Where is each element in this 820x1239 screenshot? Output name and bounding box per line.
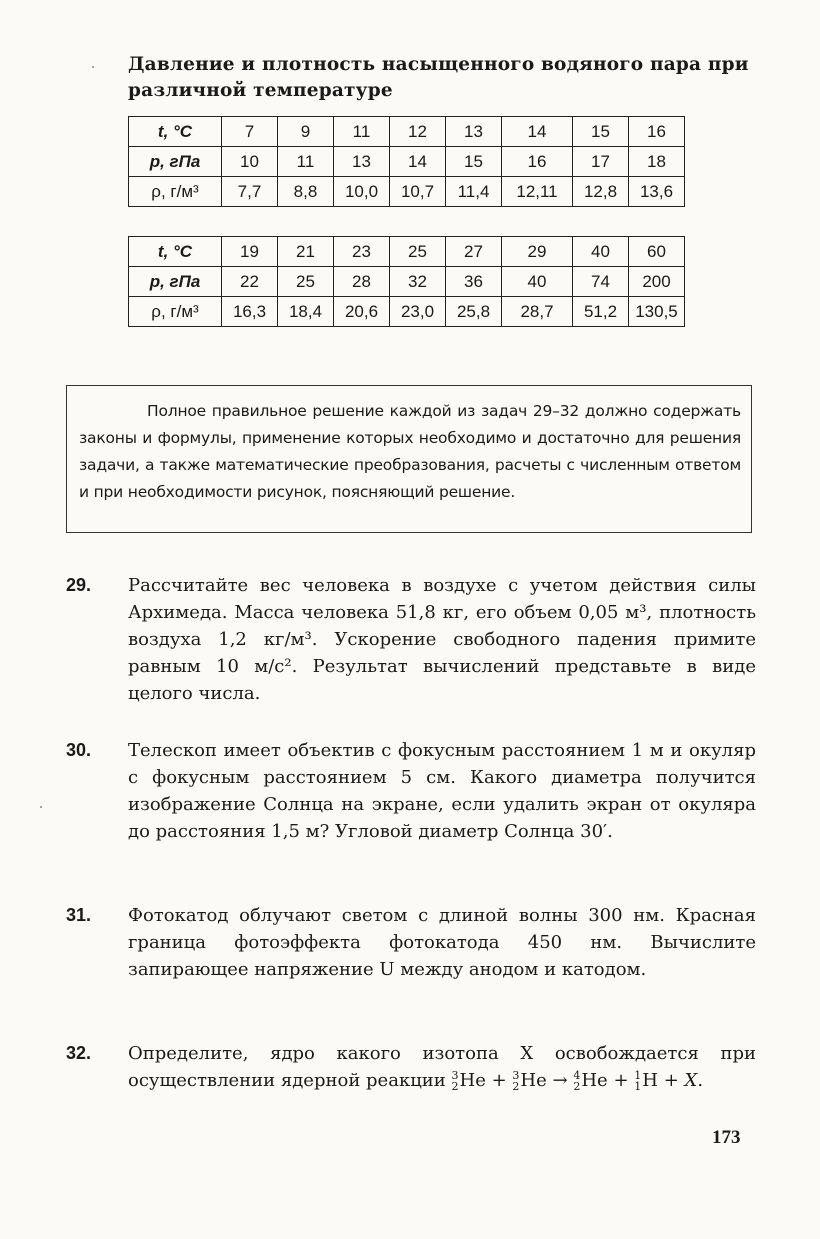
cell: 12	[390, 117, 446, 147]
problem-text	[128, 1040, 756, 1094]
cell: 10,0	[334, 177, 390, 207]
cell: 20,6	[334, 297, 390, 327]
problem-number: 32.	[66, 1043, 92, 1063]
cell: 11	[334, 117, 390, 147]
scan-speck	[92, 66, 94, 68]
cell: 16	[629, 117, 685, 147]
cell: 7	[222, 117, 278, 147]
problem-number: 30.	[66, 740, 92, 760]
cell: 11,4	[446, 177, 502, 207]
cell: 74	[573, 267, 629, 297]
cell: 19	[222, 237, 278, 267]
cell: 13,6	[629, 177, 685, 207]
cell: 23,0	[390, 297, 446, 327]
plus-sign: +	[613, 1070, 629, 1091]
table-row	[129, 267, 685, 297]
cell: 16	[502, 147, 573, 177]
cell: 15	[446, 147, 502, 177]
problem-text: Рассчитайте вес человека в воздухе с учетом действия силы Архимеда. Масса человека 51,8 кг, его объем 0,05 м³, плотность воздуха 1,2 кг/м³. Ускорение свободного падения примите равным 10 м/с². Результат вычислений представьте в виде целого числа.	[128, 575, 756, 704]
isotope-symbol: H	[642, 1070, 658, 1091]
problem-31	[66, 902, 756, 983]
problem-text: Фотокатод облучают светом с длиной волны 300 нм. Красная граница фотоэффекта фотокатода 450 нм. Вычислите запирающее напряжение U между анодом и катодом.	[128, 905, 756, 980]
isotope-symbol: He	[581, 1070, 608, 1091]
period: .	[697, 1070, 704, 1091]
cell: 14	[502, 117, 573, 147]
isotope-indices: 1 1	[634, 1069, 642, 1093]
cell: 10	[222, 147, 278, 177]
isotope-symbol: He	[520, 1070, 547, 1091]
cell: 8,8	[278, 177, 334, 207]
cell: 25,8	[446, 297, 502, 327]
cell: 13	[334, 147, 390, 177]
cell: 130,5	[629, 297, 685, 327]
cell: 51,2	[573, 297, 629, 327]
page-number: 173	[712, 1127, 741, 1148]
plus-sign: +	[663, 1070, 679, 1091]
header-cell: t, °C	[129, 117, 222, 147]
cell: 23	[334, 237, 390, 267]
solution-requirements-box: Полное правильное решение каждой из задач 29–32 должно содержать законы и формулы, применение которых необходимо и достаточно для решения задачи, а также математические преобразования, расчеты с численным ответом и при необходимости рисунок, поясняющий решение.	[66, 385, 752, 533]
cell: 12,11	[502, 177, 573, 207]
cell: 17	[573, 147, 629, 177]
cell: 29	[502, 237, 573, 267]
vapor-table-1	[128, 116, 685, 207]
problem-29	[66, 572, 756, 707]
table-row	[129, 237, 685, 267]
cell: 18,4	[278, 297, 334, 327]
header-cell: p, гПа	[129, 267, 222, 297]
cell: 14	[390, 147, 446, 177]
cell: 40	[573, 237, 629, 267]
cell: 200	[629, 267, 685, 297]
table-row	[129, 177, 685, 207]
table-row	[129, 147, 685, 177]
cell: 12,8	[573, 177, 629, 207]
problem-32	[66, 1040, 756, 1094]
header-cell: t, °C	[129, 237, 222, 267]
cell: 15	[573, 117, 629, 147]
problem-number: 31.	[66, 905, 92, 925]
plus-sign: +	[491, 1070, 507, 1091]
unknown-isotope: X	[684, 1070, 698, 1091]
cell: 22	[222, 267, 278, 297]
cell: 28	[334, 267, 390, 297]
page-heading: Давление и плотность насыщенного водяного пара при различной температуре	[128, 54, 749, 101]
nuclear-reaction	[452, 1070, 704, 1091]
cell: 21	[278, 237, 334, 267]
isotope-indices: 3 2	[512, 1069, 520, 1093]
problem-text-prefix: Определите, ядро какого изотопа X освобождается при осуществлении ядерной реакции	[128, 1043, 756, 1091]
arrow: →	[552, 1070, 568, 1091]
table-row	[129, 297, 685, 327]
problem-text: Телескоп имеет объектив с фокусным расстоянием 1 м и окуляр с фокусным расстоянием 5 см. Какого диаметра получится изображение Солнца на экране, если удалить экран от окуляра до расстояния 1,5 м? Угловой диаметр Солнца 30′.	[128, 740, 756, 842]
cell: 25	[278, 267, 334, 297]
cell: 18	[629, 147, 685, 177]
isotope-indices: 4 2	[573, 1069, 581, 1093]
cell: 36	[446, 267, 502, 297]
isotope-symbol: He	[459, 1070, 486, 1091]
problem-30	[66, 737, 756, 845]
cell: 28,7	[502, 297, 573, 327]
cell: 27	[446, 237, 502, 267]
header-cell: ρ, г/м³	[129, 177, 222, 207]
cell: 10,7	[390, 177, 446, 207]
cell: 60	[629, 237, 685, 267]
problem-number: 29.	[66, 575, 92, 595]
cell: 16,3	[222, 297, 278, 327]
cell: 11	[278, 147, 334, 177]
cell: 40	[502, 267, 573, 297]
cell: 9	[278, 117, 334, 147]
header-cell: p, гПа	[129, 147, 222, 177]
scan-speck	[40, 806, 42, 808]
isotope-indices: 3 2	[451, 1069, 459, 1093]
vapor-table-2	[128, 236, 685, 327]
table-row	[129, 117, 685, 147]
cell: 7,7	[222, 177, 278, 207]
cell: 25	[390, 237, 446, 267]
cell: 32	[390, 267, 446, 297]
cell: 13	[446, 117, 502, 147]
header-cell: ρ, г/м³	[129, 297, 222, 327]
